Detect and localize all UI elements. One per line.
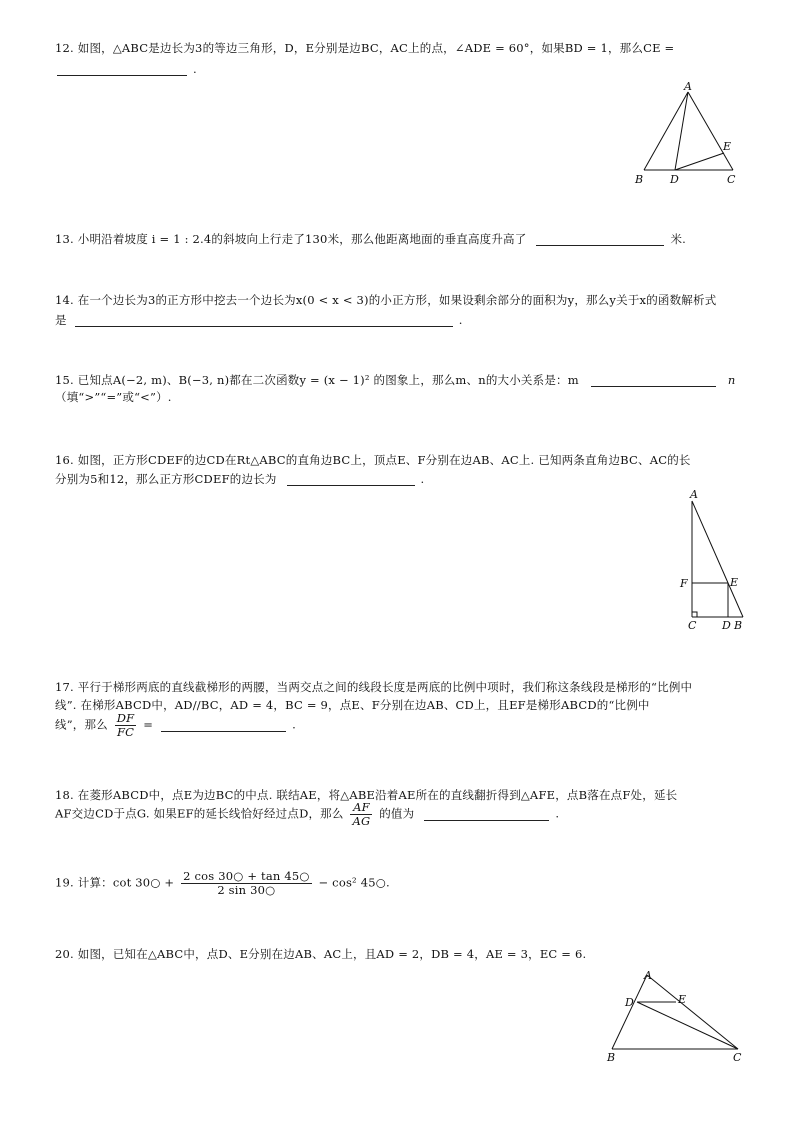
q12-period: . <box>193 62 197 76</box>
q12-label-a: A <box>684 80 692 93</box>
q15-answer-blank[interactable] <box>591 374 716 387</box>
q18-answer-blank[interactable] <box>424 808 549 821</box>
q17-equals: = <box>143 717 154 732</box>
q14-period: . <box>458 313 463 327</box>
q14-text-cont: 是 <box>55 313 67 327</box>
q17-text-cont: 线”. 在梯形ABCD中，AD//BC，AD = 4，BC = 9，点E、F分别在边AB、CD上，且EF是梯形ABCD的“比例中 <box>55 698 650 712</box>
q20-label-a: A <box>644 969 652 982</box>
q16-period: . <box>420 472 425 486</box>
q20-label-c: C <box>733 1051 742 1064</box>
q17-answer-blank[interactable] <box>161 719 286 732</box>
q16-label-b: B <box>734 619 743 632</box>
q19-frac-num: 2 cos 30○ + tan 45○ <box>183 869 310 883</box>
q15-hint: （填“>”“=”或“<”）. <box>55 390 172 404</box>
q15-line <box>55 372 735 388</box>
q16-label-a: A <box>690 488 698 501</box>
q17-frac-den: FC <box>116 725 135 739</box>
q17-frac-num: DF <box>116 711 135 725</box>
q12-text: 12. 如图，△ABC是边长为3的等边三角形，D，E分别是边BC，AC上的点，∠ADE = 60°，如果BD = 1，那么CE = <box>55 41 675 55</box>
q18-answer-line <box>55 801 559 828</box>
q18-frac-den: AG <box>352 814 371 828</box>
q17-text-end: 线”，那么 <box>55 717 108 732</box>
q16-text: 16. 如图，正方形CDEF的边CD在Rt△ABC的直角边BC上，顶点E、F分别在边AB、AC上. 已知两条直角边BC、AC的长 <box>55 453 691 467</box>
q16-label-d: D <box>722 619 731 632</box>
q20-label-b: B <box>607 1051 616 1064</box>
q16-label-e: E <box>730 576 739 589</box>
q14-answer-blank[interactable] <box>75 314 453 327</box>
q16-answer-blank[interactable] <box>287 473 415 486</box>
q19-frac-den: 2 sin 30○ <box>217 883 276 897</box>
q18-fraction <box>350 801 372 828</box>
q13-answer-blank[interactable] <box>536 233 664 246</box>
q16-label-c: C <box>688 619 697 632</box>
q15-text: 15. 已知点A(−2, m)、B(−3, n)都在二次函数y = (x − 1)² 的图象上，那么m、n的大小关系是：m <box>55 373 579 387</box>
q18-text: 18. 在菱形ABCD中，点E为边BC的中点. 联结AE，将△ABE沿着AE所在的直线翻折得到△AFE，点B落在点F处，延长 <box>55 788 678 802</box>
q16-figure <box>676 488 756 638</box>
q17-fraction <box>115 712 137 739</box>
q13-unit: 米. <box>670 232 687 246</box>
q12-label-c: C <box>727 173 736 186</box>
q13-text: 13. 小明沿着坡度 i = 1 : 2.4的斜坡向上行走了130米，那么他距离地面的垂直高度升高了 <box>55 232 527 246</box>
q18-period: . <box>555 806 560 821</box>
q20-label-d: D <box>625 996 634 1009</box>
q12-label-d: D <box>670 173 679 186</box>
q16-label-f: F <box>680 577 688 590</box>
q18-text-end: 的值为 <box>379 806 415 821</box>
q17-text: 17. 平行于梯形两底的直线截梯形的两腰，当两交点之间的线段长度是两底的比例中项时，我们称这条线段是梯形的“比例中 <box>55 680 693 694</box>
q17-period: . <box>292 717 296 732</box>
q12-answer-blank[interactable] <box>57 63 187 76</box>
q13-line <box>55 231 686 247</box>
q12-answer-line <box>55 62 197 76</box>
q14-answer-line <box>55 312 463 328</box>
q20-figure <box>600 965 750 1065</box>
q20-text: 20. 如图，已知在△ABC中，点D、E分别在边AB、AC上，且AD = 2，DB = 4，AE = 3，EC = 6. <box>55 947 587 961</box>
q12-figure <box>630 80 740 190</box>
q15-n: n <box>727 373 736 387</box>
q16-answer-line <box>55 471 424 487</box>
q16-text-cont: 分别为5和12，那么正方形CDEF的边长为 <box>55 472 277 486</box>
q19-text: 19. 计算：cot 30○ + <box>55 875 175 890</box>
q18-text-cont: AF交边CD于点G. 如果EF的延长线恰好经过点D，那么 <box>55 806 344 821</box>
q12-label-e: E <box>723 140 732 153</box>
q14-text: 14. 在一个边长为3的正方形中挖去一个边长为x(0 < x < 3)的小正方形，如果设剩余部分的面积为y，那么y关于x的函数解析式 <box>55 293 717 307</box>
q19-fraction <box>181 870 312 897</box>
q17-answer-line <box>55 712 296 739</box>
q19-line <box>55 870 390 897</box>
q12-label-b: B <box>635 173 644 186</box>
q18-frac-num: AF <box>350 801 372 815</box>
q20-label-e: E <box>678 993 687 1006</box>
q19-text-end: − cos² 45○. <box>318 875 390 890</box>
